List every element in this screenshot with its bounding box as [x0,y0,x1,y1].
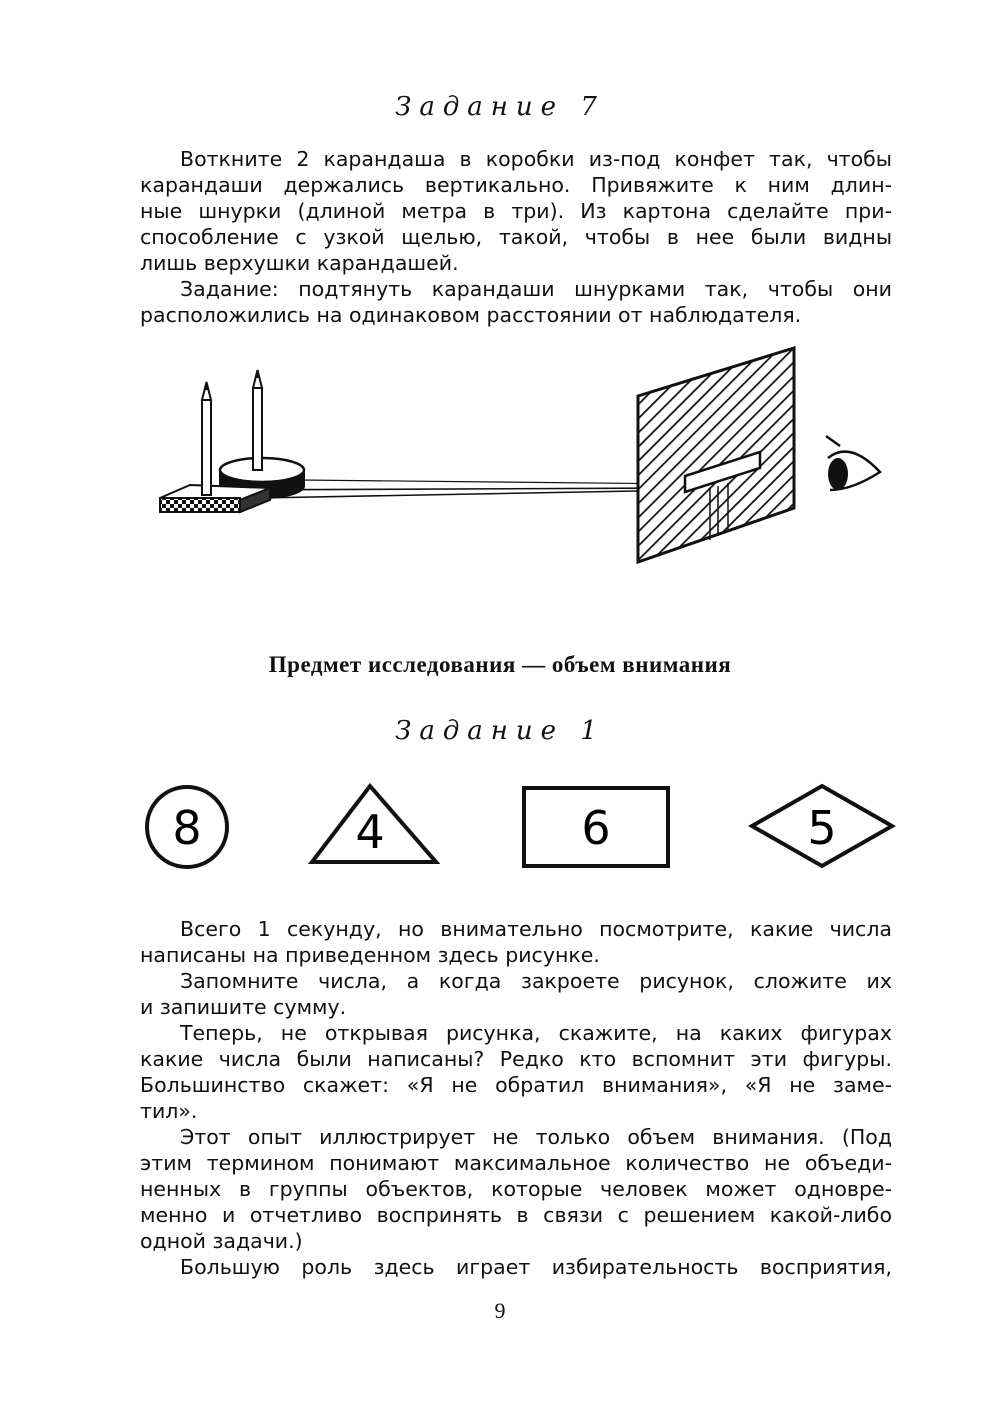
text-line: Воткните 2 карандаша в коробки из-под конфет так, чтобы [180,147,892,171]
text-line: Большинство скажет: «Я не обратил внимания», «Я не заме- [140,1073,892,1097]
text-line: и запишите сумму. [140,995,347,1019]
task1-paragraph-2 [140,968,892,1020]
rectangle-number: 6 [581,801,611,855]
task1-paragraph-4 [140,1124,892,1254]
text-line: карандаши держались вертикально. Привяжите к ним длин- [140,173,892,197]
section-title: Предмет исследования — объем внимания [268,652,732,677]
text-line: Всего 1 секунду, но внимательно посмотрите, какие числа [180,917,892,941]
task1-paragraph-5 [140,1254,892,1280]
text-line: Теперь, не открывая рисунка, скажите, на каких фигурах [180,1021,892,1045]
text-line: какие числа были написаны? Редко кто вспомнит эти фигуры. [140,1047,892,1071]
text-line: ненных в группы объектов, которые человек может одновре- [140,1177,892,1201]
text-line: расположились на одинаковом расстоянии от наблюдателя. [140,303,802,327]
text-line: ные шнурки (длиной метра в три). Из картона сделайте при- [140,199,892,223]
eye-icon [826,436,880,490]
task1-text [140,916,892,1280]
task1-paragraph-1 [140,916,892,968]
text-line: одной задачи.) [140,1229,303,1253]
task1-paragraph-3 [140,1020,892,1124]
pencil-back [253,370,262,470]
cardboard-screen [638,348,794,562]
text-line: менно и отчетливо воспринять в связи с решением какой-либо [140,1203,892,1227]
triangle-shape [312,786,436,862]
text-line: Большую роль здесь играет избирательность восприятия, [180,1255,892,1279]
text-line: Запомните числа, а когда закроете рисунок, сложите их [180,969,892,993]
rhombus-shape [752,786,892,866]
numbered-shapes [140,780,900,880]
text-line: написаны на приведенном здесь рисунке. [140,943,600,967]
pencils-experiment-illustration [150,340,890,570]
text-line: тил». [140,1099,198,1123]
text-line: Этот опыт иллюстрирует не только объем внимания. (Под [180,1125,892,1149]
task1-title: Задание 1 [395,716,605,746]
task7-title: Задание 7 [395,92,605,122]
square-candy-box [160,485,270,512]
text-line: Задание: подтянуть карандаши шнурками так, чтобы они [180,277,892,301]
text-line: этим термином понимают максимальное количество не объеди- [140,1151,892,1175]
circle-number: 8 [172,801,202,855]
triangle-number: 4 [355,805,385,859]
text-line: лишь верхушки карандашей. [140,251,459,275]
pencil-front [202,382,211,495]
task7-paragraph-1 [140,146,892,276]
rhombus-number: 5 [807,801,837,855]
text-line: способление с узкой щелью, такой, чтобы в нее были видны [140,225,892,249]
task7-text [140,146,892,328]
circle-shape [147,787,227,867]
page-number: 9 [494,1298,506,1323]
rectangle-shape [524,788,668,866]
task7-paragraph-2 [140,276,892,328]
